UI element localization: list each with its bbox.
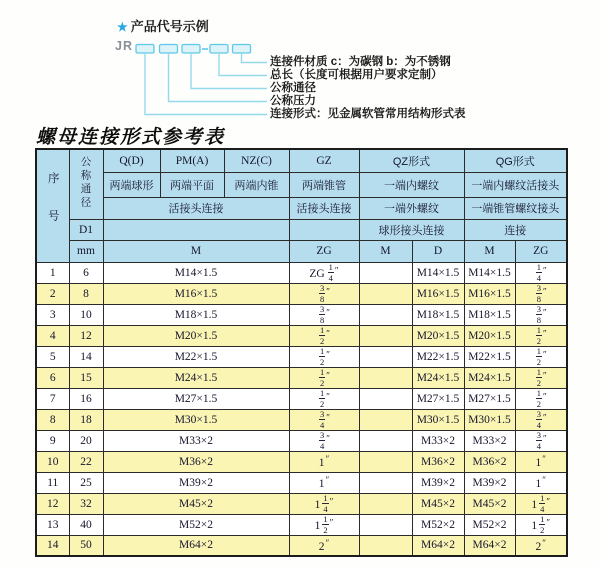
- header-qg-connection: 连接: [464, 219, 567, 240]
- cell-m: M33×2: [103, 430, 289, 451]
- table-row: [36, 493, 567, 514]
- header-qg-unit-zg: ZG: [515, 240, 567, 262]
- diagram-label-connection: 连接形式：见金属软管常用结构形式表: [270, 108, 466, 120]
- cell-qg-m: M18×1.5: [464, 304, 515, 325]
- cell-dn: 50: [69, 535, 103, 556]
- diagram-title-text: 产品代号示例: [130, 19, 209, 34]
- header-union-connection: 活接头连接: [103, 197, 289, 219]
- cell-m: M14×1.5: [103, 262, 289, 283]
- cell-qg-zg: 1 $\frac{1}{2}$ ″: [515, 514, 567, 535]
- table-row: [36, 262, 567, 283]
- cell-gz-zg: $\frac{1}{2}$ ″: [289, 388, 359, 409]
- connector-line: [242, 53, 268, 63]
- cell-qg-zg: $\frac{3}{8}$ ″: [515, 283, 567, 304]
- cell-qg-m: M39×2: [464, 472, 515, 493]
- cell-qz-m: [359, 514, 412, 535]
- cell-m: M22×1.5: [103, 346, 289, 367]
- code-prefix: JR: [115, 39, 133, 53]
- table-row: [36, 388, 567, 409]
- connector-line: [219, 53, 267, 76]
- cell-dn: 8: [69, 283, 103, 304]
- cell-dn: 40: [69, 514, 103, 535]
- cell-seq: 10: [36, 451, 69, 472]
- diagram-label-material: 连接件材质 c：为碳钢 b：为不锈钢: [270, 56, 451, 68]
- header-form-pm: PM(A): [160, 149, 224, 172]
- header-q-desc: 两端球形: [103, 172, 160, 197]
- header-qg-unit-m: M: [464, 240, 515, 262]
- cell-m: M45×2: [103, 493, 289, 514]
- header-gz-desc: 两端锥管: [289, 172, 359, 197]
- cell-dn: 32: [69, 493, 103, 514]
- cell-m: M39×2: [103, 472, 289, 493]
- cell-dn: 22: [69, 451, 103, 472]
- cell-qz-d: M33×2: [412, 430, 464, 451]
- cell-qg-zg: $\frac{1}{2}$ ″: [515, 346, 567, 367]
- cell-seq: 9: [36, 430, 69, 451]
- diagram-label-diameter: 公称通径: [270, 82, 316, 94]
- header-d1: D1: [69, 219, 103, 240]
- header-qz-desc2: 一端外螺纹: [359, 197, 464, 219]
- cell-gz-zg: $\frac{3}{4}$ ″: [289, 409, 359, 430]
- empty-cell: [289, 219, 359, 240]
- header-form-qz: QZ形式: [359, 149, 464, 172]
- cell-qg-zg: $\frac{3}{8}$ ″: [515, 304, 567, 325]
- header-qg-desc1: 一端内螺纹活接头: [464, 172, 567, 197]
- cell-qz-m: [359, 472, 412, 493]
- cell-gz-zg: $\frac{1}{2}$ ″: [289, 325, 359, 346]
- table-title: 螺母连接形式参考表: [36, 126, 226, 148]
- table-body: [36, 262, 567, 556]
- cell-m: M30×1.5: [103, 409, 289, 430]
- code-box: [233, 45, 251, 54]
- cell-seq: 3: [36, 304, 69, 325]
- cell-gz-zg: ZG $\frac{1}{4}$ ″: [289, 262, 359, 283]
- cell-qg-m: M20×1.5: [464, 325, 515, 346]
- cell-m: M20×1.5: [103, 325, 289, 346]
- cell-qg-m: M16×1.5: [464, 283, 515, 304]
- cell-gz-zg: $\frac{1}{2}$ ″: [289, 367, 359, 388]
- cell-qz-d: M45×2: [412, 493, 464, 514]
- cell-m: M27×1.5: [103, 388, 289, 409]
- cell-qz-d: M18×1.5: [412, 304, 464, 325]
- cell-m: M18×1.5: [103, 304, 289, 325]
- header-nz-desc: 两端内锥: [224, 172, 289, 197]
- cell-qg-zg: $\frac{3}{4}$ ″: [515, 430, 567, 451]
- empty-cell: [103, 219, 289, 240]
- table-row: [36, 283, 567, 304]
- cell-qz-d: M39×2: [412, 472, 464, 493]
- header-seq: 序号: [36, 149, 69, 262]
- cell-qz-d: M36×2: [412, 451, 464, 472]
- cell-qg-zg: 1″: [515, 472, 567, 493]
- cell-qg-m: M45×2: [464, 493, 515, 514]
- cell-gz-zg: 1 $\frac{1}{4}$ ″: [289, 493, 359, 514]
- table-row: [36, 535, 567, 556]
- table-header: [36, 149, 567, 262]
- cell-qz-d: M52×2: [412, 514, 464, 535]
- cell-qg-zg: $\frac{1}{2}$ ″: [515, 367, 567, 388]
- cell-qz-m: [359, 262, 412, 283]
- cell-dn: 20: [69, 430, 103, 451]
- cell-dn: 10: [69, 304, 103, 325]
- table-row: [36, 451, 567, 472]
- diagram-title: [117, 16, 209, 35]
- header-pm-desc: 两端平面: [160, 172, 224, 197]
- header-form-qg: QG形式: [464, 149, 567, 172]
- header-mm: mm: [69, 240, 103, 262]
- table-row: [36, 346, 567, 367]
- cell-gz-zg: 1″: [289, 472, 359, 493]
- cell-gz-zg: 1″: [289, 451, 359, 472]
- cell-qz-m: [359, 535, 412, 556]
- cell-qg-m: M33×2: [464, 430, 515, 451]
- header-dn: 公称通径: [69, 149, 103, 219]
- cell-gz-zg: $\frac{3}{8}$ ″: [289, 304, 359, 325]
- cell-qz-d: M20×1.5: [412, 325, 464, 346]
- table-row: [36, 430, 567, 451]
- cell-dn: 14: [69, 346, 103, 367]
- cell-qz-m: [359, 304, 412, 325]
- header-qz-desc1: 一端内螺纹: [359, 172, 464, 197]
- star-icon: ★: [117, 20, 128, 34]
- header-qz-unit-d: D: [412, 240, 464, 262]
- header-form-nz: NZ(C): [224, 149, 289, 172]
- cell-seq: 4: [36, 325, 69, 346]
- code-box: [182, 45, 200, 54]
- cell-dn: 25: [69, 472, 103, 493]
- cell-m: M24×1.5: [103, 367, 289, 388]
- code-box: [210, 45, 228, 54]
- cell-seq: 14: [36, 535, 69, 556]
- table-row: [36, 367, 567, 388]
- table-row: [36, 409, 567, 430]
- cell-seq: 8: [36, 409, 69, 430]
- cell-qz-d: M24×1.5: [412, 367, 464, 388]
- nut-connection-reference-table: [35, 148, 568, 557]
- cell-qz-d: M27×1.5: [412, 388, 464, 409]
- header-qg-desc2: 一端锥管螺纹接头: [464, 197, 567, 219]
- cell-qg-m: M24×1.5: [464, 367, 515, 388]
- table-row: [36, 514, 567, 535]
- cell-seq: 11: [36, 472, 69, 493]
- cell-gz-zg: $\frac{3}{4}$ ″: [289, 430, 359, 451]
- cell-seq: 5: [36, 346, 69, 367]
- cell-gz-zg: $\frac{3}{8}$ ″: [289, 283, 359, 304]
- code-box: [160, 45, 178, 54]
- table-row: [36, 304, 567, 325]
- cell-m: M36×2: [103, 451, 289, 472]
- cell-qz-d: M64×2: [412, 535, 464, 556]
- cell-qg-zg: $\frac{1}{4}$ ″: [515, 262, 567, 283]
- cell-m: M16×1.5: [103, 283, 289, 304]
- cell-seq: 7: [36, 388, 69, 409]
- cell-dn: 18: [69, 409, 103, 430]
- cell-m: M52×2: [103, 514, 289, 535]
- cell-qz-d: M22×1.5: [412, 346, 464, 367]
- cell-qz-d: M16×1.5: [412, 283, 464, 304]
- cell-qg-zg: $\frac{1}{2}$ ″: [515, 325, 567, 346]
- cell-gz-zg: 2″: [289, 535, 359, 556]
- cell-qz-m: [359, 493, 412, 514]
- header-gz-connection: 活接头连接: [289, 197, 359, 219]
- table-row: [36, 472, 567, 493]
- cell-seq: 6: [36, 367, 69, 388]
- cell-qz-m: [359, 325, 412, 346]
- cell-qg-m: M30×1.5: [464, 409, 515, 430]
- cell-qg-m: M52×2: [464, 514, 515, 535]
- header-form-gz: GZ: [289, 149, 359, 172]
- table-row: [36, 325, 567, 346]
- cell-qz-m: [359, 346, 412, 367]
- cell-dn: 15: [69, 367, 103, 388]
- diagram-label-length: 总长（长度可根据用户要求定制）: [270, 69, 443, 81]
- cell-dn: 12: [69, 325, 103, 346]
- cell-qz-m: [359, 451, 412, 472]
- connector-line: [169, 53, 268, 102]
- cell-seq: 13: [36, 514, 69, 535]
- header-m-thread: M: [103, 240, 289, 262]
- cell-dn: 6: [69, 262, 103, 283]
- cell-qg-zg: 1 $\frac{1}{4}$ ″: [515, 493, 567, 514]
- header-qz-unit-m: M: [359, 240, 412, 262]
- cell-gz-zg: $\frac{1}{2}$ ″: [289, 346, 359, 367]
- cell-qz-d: M30×1.5: [412, 409, 464, 430]
- cell-m: M64×2: [103, 535, 289, 556]
- cell-qg-zg: 1″: [515, 451, 567, 472]
- cell-gz-zg: 1 $\frac{1}{2}$ ″: [289, 514, 359, 535]
- cell-qz-d: M14×1.5: [412, 262, 464, 283]
- cell-qg-zg: $\frac{1}{2}$ ″: [515, 388, 567, 409]
- code-box: [136, 45, 154, 54]
- cell-qg-m: M64×2: [464, 535, 515, 556]
- cell-qz-m: [359, 367, 412, 388]
- cell-seq: 12: [36, 493, 69, 514]
- cell-qg-m: M36×2: [464, 451, 515, 472]
- cell-qg-m: M14×1.5: [464, 262, 515, 283]
- connector-line: [191, 53, 267, 89]
- diagram-label-pressure: 公称压力: [270, 95, 316, 107]
- cell-qz-m: [359, 283, 412, 304]
- cell-qz-m: [359, 388, 412, 409]
- cell-dn: 16: [69, 388, 103, 409]
- header-form-q: Q(D): [103, 149, 160, 172]
- cell-qg-zg: $\frac{3}{4}$ ″: [515, 409, 567, 430]
- header-gz-unit: ZG: [289, 240, 359, 262]
- cell-seq: 2: [36, 283, 69, 304]
- cell-qg-m: M27×1.5: [464, 388, 515, 409]
- cell-seq: 1: [36, 262, 69, 283]
- cell-qz-m: [359, 430, 412, 451]
- cell-qg-zg: 2″: [515, 535, 567, 556]
- cell-qz-m: [359, 409, 412, 430]
- cell-qg-m: M22×1.5: [464, 346, 515, 367]
- header-qz-connection: 球形接头连接: [359, 219, 464, 240]
